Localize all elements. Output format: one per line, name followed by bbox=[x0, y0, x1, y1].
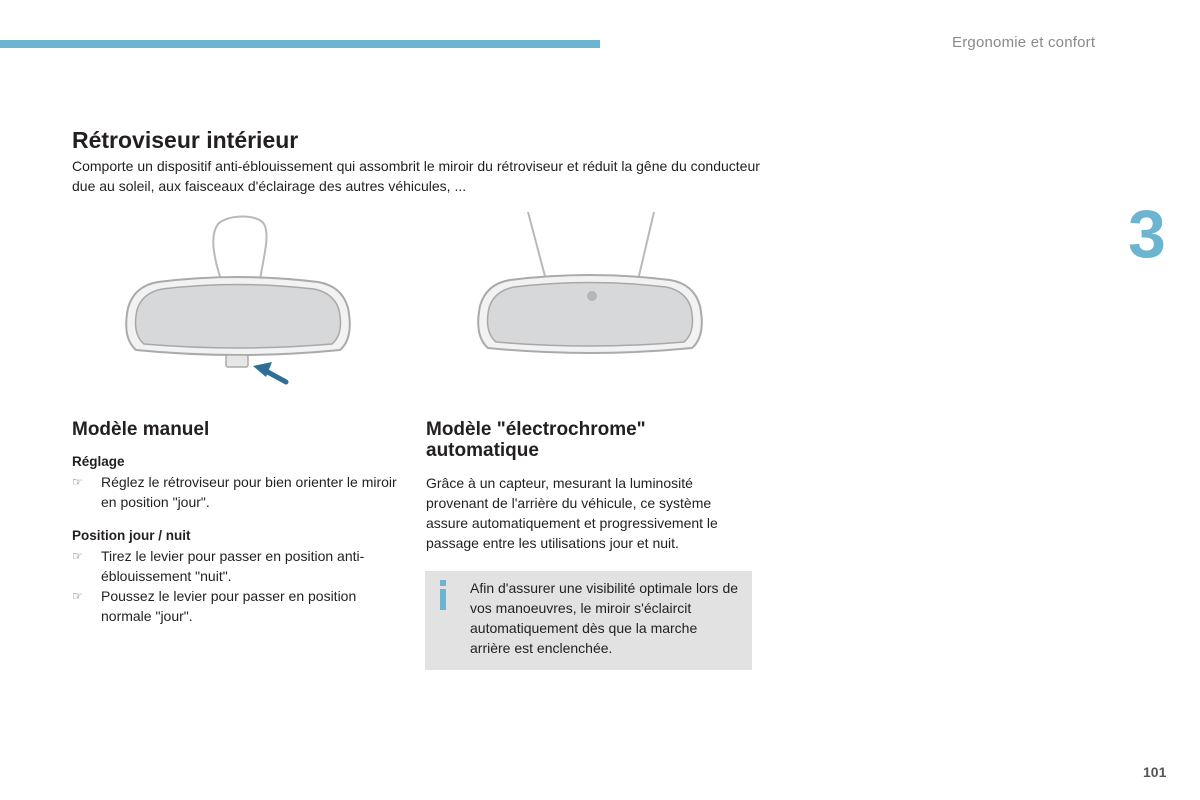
intro-text: Comporte un dispositif anti-éblouissement qui assombrit le miroir du rétroviseur et réduit la gêne du conducteur due au soleil, aux faisceaux d'éclairage des autres véhicules, ... bbox=[72, 158, 760, 194]
list-item bbox=[72, 586, 402, 626]
list-item-text: Tirez le levier pour passer en position anti-éblouissement "nuit". bbox=[101, 548, 365, 584]
info-note-text: Afin d'assurer une visibilité optimale lors de vos manoeuvres, le miroir s'éclaircit automatiquement dès que la marche arrière est enclenchée. bbox=[470, 580, 739, 656]
electrochrome-mirror-illustration bbox=[470, 208, 710, 358]
pointing-hand-icon: ☞ bbox=[72, 549, 83, 563]
adjustment-group bbox=[72, 454, 402, 512]
info-note bbox=[425, 571, 752, 670]
section-label: Ergonomie et confort bbox=[952, 34, 1096, 51]
mirror-body bbox=[478, 275, 702, 353]
page-title: Rétroviseur intérieur bbox=[72, 127, 299, 153]
manual-model-heading: Modèle manuel bbox=[72, 419, 210, 440]
light-sensor bbox=[587, 291, 597, 301]
pointing-hand-icon: ☞ bbox=[72, 475, 83, 489]
mirror-stem bbox=[213, 217, 266, 281]
mirror-mount-lines bbox=[528, 212, 654, 280]
day-night-list bbox=[72, 546, 402, 626]
automatic-model-section bbox=[426, 419, 756, 553]
automatic-model-heading: Modèle "électrochrome" automatique bbox=[426, 419, 646, 461]
adjustment-list bbox=[72, 472, 402, 512]
adjustment-title: Réglage bbox=[72, 454, 125, 469]
pointing-hand-icon: ☞ bbox=[72, 589, 83, 603]
automatic-model-description: Grâce à un capteur, mesurant la luminosité provenant de l'arrière du véhicule, ce système assure automatiquement et progressivement le passage entre les utilisations jour et nuit. bbox=[426, 475, 718, 551]
info-icon bbox=[436, 580, 450, 610]
day-night-group bbox=[72, 528, 402, 626]
list-item-text: Poussez le levier pour passer en position normale "jour". bbox=[101, 588, 357, 624]
chapter-number: 3 bbox=[1128, 196, 1166, 272]
manual-mirror-illustration bbox=[118, 210, 358, 390]
header-accent-bar bbox=[0, 40, 600, 48]
day-night-lever bbox=[226, 355, 248, 367]
list-item-text: Réglez le rétroviseur pour bien orienter le miroir en position "jour". bbox=[101, 474, 397, 510]
manual-model-section bbox=[72, 419, 402, 642]
push-arrow-icon bbox=[253, 362, 286, 382]
page-number: 101 bbox=[1143, 764, 1167, 780]
list-item bbox=[72, 546, 402, 586]
list-item bbox=[72, 472, 402, 512]
day-night-title: Position jour / nuit bbox=[72, 528, 191, 543]
mirror-body bbox=[126, 277, 350, 355]
